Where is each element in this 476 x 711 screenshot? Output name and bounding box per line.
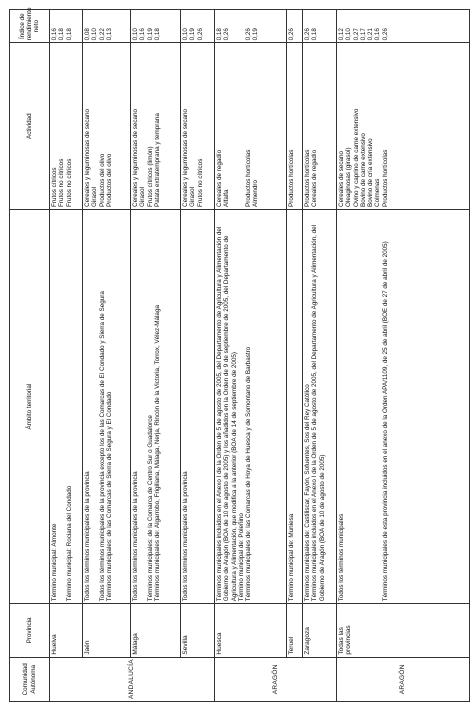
indice-cell: [50, 10, 83, 43]
ambito-line: [360, 212, 367, 601]
table-row: [50, 10, 83, 702]
indice-value: 0,26: [223, 28, 231, 41]
header-indice: [10, 7, 50, 43]
actividad-cell: [287, 43, 303, 210]
indice-value: 0,10: [345, 28, 353, 41]
indice-value: 0,26: [196, 28, 204, 41]
ambito-line: Términos municipales: de la Comarca de Centro Sur o Guadalorce: [146, 415, 154, 602]
actividad-line: Cereales de secano: [338, 150, 345, 207]
indice-value: 0,27: [352, 28, 360, 41]
provincia-cell: Sevilla: [181, 604, 215, 657]
ambito-cell: [131, 209, 181, 603]
actividad-line: [238, 45, 245, 207]
table-row: [337, 10, 470, 702]
ambito-cell: [50, 209, 83, 603]
comunidad-cell: ANDALUCÍA: [50, 657, 215, 701]
ambito-cell: [303, 209, 337, 603]
provincia-cell: Málaga: [131, 604, 181, 657]
table-row: [83, 10, 131, 702]
ambito-cell: [215, 209, 287, 603]
actividad-line: Productos hortícolas: [381, 149, 389, 207]
comunidad-cell: ARAGÓN: [215, 657, 337, 701]
ambito-line: Todos los términos municipales de la provincia: [84, 471, 91, 602]
actividad-cell: [215, 43, 287, 210]
indice-cell: [303, 10, 337, 43]
actividad-line: Productos hortícolas: [288, 149, 295, 207]
header-indice-line: Índice de: [18, 13, 26, 39]
ambito-line: Términos municipales de: Algarrobo, Frigiliana, Málaga, Nerja, Rincón de la Victoria, Torrox, Vélez-Málaga: [153, 305, 161, 602]
provincia-cell: Teruel: [287, 604, 303, 657]
actividad-line: Ovino y caprino de carne extensivo: [352, 108, 360, 207]
actividad-line: Cereales de regadío: [216, 149, 223, 207]
indice-value: 0,21: [367, 28, 375, 41]
indice-value: 0,18: [216, 28, 223, 41]
indice-cell: [181, 10, 215, 43]
header-ambito: Ámbito territorial: [10, 209, 50, 603]
actividad-line: Girasol: [91, 187, 99, 207]
actividad-line: Frutos no cítricos: [65, 158, 73, 207]
actividad-line: Productos hortícolas: [304, 149, 311, 207]
ambito-line: Términos municipales de: Castiliscar, Fayón, Sofuentes, Sos del Rey Católico: [304, 384, 311, 602]
indice-cell: [337, 10, 470, 43]
indice-value: 0,10: [91, 28, 99, 41]
indice-value: [231, 12, 238, 40]
indice-value: 0,26: [304, 28, 311, 41]
actividad-line: Cereales y leguminosas de secano: [84, 108, 91, 207]
ambito-line: Término municipal: Rociana del Condado: [65, 485, 73, 602]
header-indice-line: rendimiento: [25, 7, 33, 41]
ambito-line: Término municipal de: Poleñino: [237, 513, 245, 602]
ambito-line: Términos municipales: de las Comarcas de Sierra de Segura y El Condado: [105, 391, 113, 602]
actividad-line: Girasol: [139, 187, 147, 207]
ambito-cell: [287, 209, 303, 603]
indice-value: 0,10: [182, 28, 189, 41]
ambito-cell: [181, 209, 215, 603]
indice-value: 0,26: [288, 28, 295, 41]
actividad-line: Cereales de regadío: [311, 149, 319, 207]
indice-cell: [215, 10, 287, 43]
actividad-line: Girasol: [189, 187, 197, 207]
indice-value: 0,08: [84, 28, 91, 41]
ambito-line: Todos los términos municipales de la provincia excepto los de las Comarcas de El Condado y Sierra de Segura: [98, 291, 106, 602]
provincia-cell: Todas las provincias: [337, 604, 470, 657]
ambito-cell: [83, 209, 131, 603]
actividad-line: Frutos no cítricos: [196, 158, 204, 207]
comunidad-cell: ARAGÓN: [337, 657, 470, 701]
actividad-line: Frutos no cítricos: [58, 158, 66, 207]
actividad-line: Frutos cítricos: [51, 167, 58, 207]
ambito-line: Todos los términos municipales: [338, 513, 345, 602]
actividad-cell: [83, 43, 131, 210]
actividad-cell: [181, 43, 215, 210]
actividad-cell: [337, 43, 470, 210]
indice-value: 0,26: [381, 28, 389, 41]
actividad-line: Alfalfa: [223, 189, 231, 207]
ambito-line: Todos los términos municipales de la provincia: [132, 471, 139, 602]
table-row: [303, 10, 337, 702]
provincia-cell: Jaén: [83, 604, 131, 657]
rotated-table-container: [9, 9, 469, 702]
actividad-line: Bovino de cría extensivo: [367, 138, 375, 207]
ambito-cell: [337, 209, 470, 603]
ambito-line: Términos municipales de: las Comarcas de Hoya de Huesca y de Somontano de Barbastro: [245, 346, 253, 602]
ambito-line: Términos municipales de esta provincia incluidos en el anexo de la Orden APA/1109, de 25 de abril (BOE de 27 de abril de 2005): [381, 241, 389, 602]
indice-value: 0,18: [58, 28, 66, 41]
ambito-line: [374, 212, 381, 601]
actividad-line: Productos del olivo: [105, 153, 113, 207]
actividad-line: Patata extratemprana y temprana: [153, 113, 161, 207]
actividad-line: Bovino de carne extensivo: [359, 133, 367, 207]
provincia-cell: Huesca: [215, 604, 287, 657]
ambito-line: [353, 212, 360, 601]
ambito-line: Términos municipales incluidos en el Anexo I de la Orden de 5 de agosto de 2005, del Departamento de Agricultura y Alimentación, del Gobierno de Aragón (BOA de 10 de agosto de 2005): [311, 224, 326, 602]
actividad-line: Almendro: [252, 180, 260, 207]
indice-value: 0,16: [139, 28, 147, 41]
indice-value: [238, 12, 245, 40]
indice-value: 0,16: [51, 28, 58, 41]
indice-cell: [131, 10, 181, 43]
header-indice-line: neto: [33, 20, 41, 33]
indice-value: 0,17: [359, 28, 367, 41]
indice-value: 0,19: [252, 28, 260, 41]
ambito-line: Términos municipales incluidos en el Anexo I de la Orden de 5 de agosto de 2005, del Departamento de Agricultura y Alimentación del Gobierno de Aragón (BOA de 10 de agosto de 2005) y los añadidos en la Orden de 9 de septiembre de 2005, del Departamento de Agricultura y Alimentación, que modifica a la anterior (BOA de 14 de septiembre de 2005): [216, 226, 238, 602]
indice-value: 0,16: [374, 28, 382, 41]
ambito-line: [91, 212, 98, 601]
yield-index-table: [9, 9, 470, 702]
actividad-line: Oleaginosas (girasol): [345, 147, 353, 207]
indice-value: 0,19: [189, 28, 197, 41]
ambito-line: [345, 212, 352, 601]
actividad-cell: [131, 43, 181, 210]
table-header-row: [10, 10, 50, 702]
actividad-line: Frutos cítricos (limón): [146, 146, 154, 207]
header-actividad: Actividad: [10, 43, 50, 210]
header-provincia: Provincia: [10, 604, 50, 657]
indice-value: 0,18: [65, 28, 73, 41]
indice-value: 0,18: [311, 28, 319, 41]
indice-value: 0,19: [146, 28, 154, 41]
indice-value: 0,26: [245, 28, 253, 41]
actividad-line: [231, 45, 238, 207]
ambito-line: Todos los términos municipales de la provincia: [182, 471, 189, 602]
indice-cell: [287, 10, 303, 43]
provincia-cell: Zaragoza: [303, 604, 337, 657]
header-comunidad-line: Comunidad: [22, 663, 30, 696]
actividad-cell: [303, 43, 337, 210]
ambito-line: [139, 212, 146, 601]
ambito-line: Término municipal de: Muniesa: [288, 513, 295, 602]
provincia-cell: Huelva: [50, 604, 83, 657]
ambito-line: Término municipal: Almonte: [51, 523, 58, 602]
header-comunidad: [10, 657, 50, 701]
actividad-line: Productos hortícolas: [245, 149, 253, 207]
actividad-line: Cereales y leguminosas de secano: [132, 108, 139, 207]
actividad-cell: [50, 43, 83, 210]
indice-value: 0,22: [98, 28, 106, 41]
header-comunidad-line: Autónoma: [29, 664, 37, 694]
actividad-line: Productos del olivo: [98, 153, 106, 207]
indice-value: 0,13: [105, 28, 113, 41]
ambito-line: [367, 212, 374, 601]
indice-value: 0,10: [132, 28, 139, 41]
actividad-line: Cereales y leguminosas de secano: [182, 108, 189, 207]
actividad-line: Colmenas: [374, 178, 382, 207]
indice-value: 0,18: [153, 28, 161, 41]
ambito-line: [58, 212, 65, 601]
table-row: [215, 10, 287, 702]
table-row: [287, 10, 303, 702]
indice-cell: [83, 10, 131, 43]
table-row: [181, 10, 215, 702]
table-row: [131, 10, 181, 702]
indice-value: 0,12: [338, 28, 345, 41]
